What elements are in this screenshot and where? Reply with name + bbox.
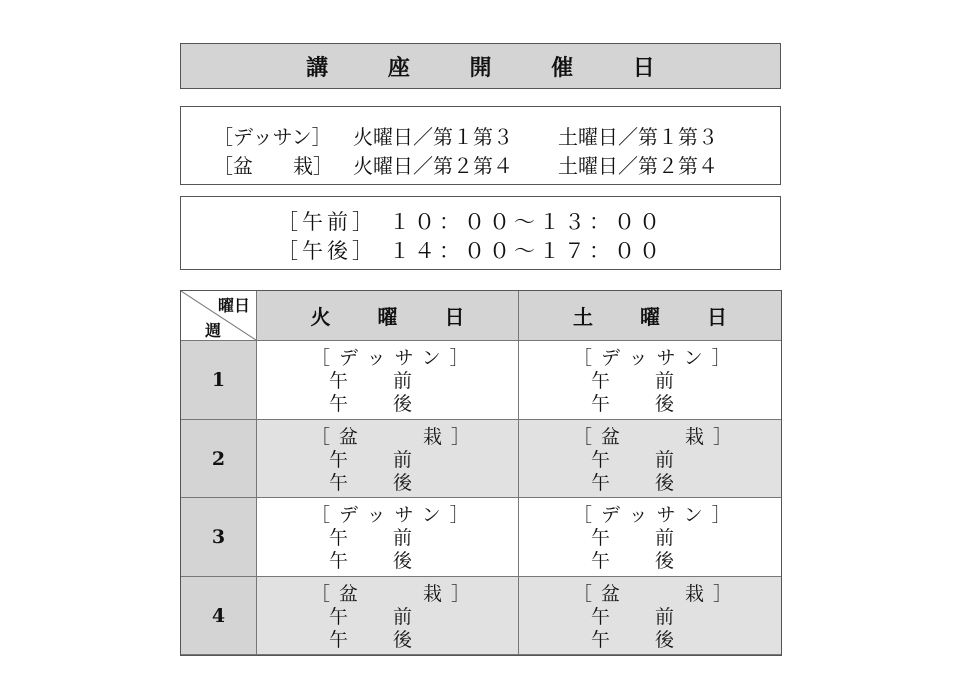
slot-content [573, 504, 740, 573]
slot-am-char2: 前 [393, 370, 413, 392]
slot-pm-char1: 午 [591, 550, 611, 572]
slot-saturday-week-3 [519, 498, 781, 577]
slot-pm-char2: 後 [393, 393, 413, 415]
slot-category: ［デッサン］ [311, 347, 478, 369]
slot-am-char1: 午 [591, 527, 611, 549]
slot-saturday-week-4 [519, 577, 781, 655]
slot-am-char2: 前 [393, 449, 413, 471]
slot-pm [573, 629, 741, 652]
slot-tuesday-week-2 [257, 420, 519, 498]
week-number: 1 [181, 341, 257, 420]
schedule-summary [180, 106, 781, 185]
slot-content [573, 583, 741, 652]
header-saturday-label: 土 曜 日 [573, 305, 747, 329]
time-label: ［午前］ [277, 210, 377, 234]
slot-am-char2: 前 [655, 449, 675, 471]
slot-am [311, 370, 478, 393]
week-number: 4 [181, 577, 257, 655]
slot-pm-char1: 午 [329, 629, 349, 651]
slot-category: ［盆 栽］ [311, 426, 480, 448]
slot-pm [311, 550, 478, 573]
slot-pm-char2: 後 [655, 550, 675, 572]
slot-tuesday-week-4 [257, 577, 519, 655]
time-range: １４：００～１７：００ [389, 239, 664, 263]
slot-saturday-week-2 [519, 420, 781, 498]
time-label: ［午後］ [277, 239, 377, 263]
slot-pm [573, 472, 741, 495]
slot-saturday-week-1 [519, 341, 781, 420]
schedule-tuesday: 火曜日／第２第４ [353, 154, 513, 178]
slot-pm [311, 393, 478, 416]
slot-am [311, 449, 479, 472]
slot-content [573, 426, 741, 495]
slot-pm-char1: 午 [329, 472, 349, 494]
slot-am-char2: 前 [655, 527, 675, 549]
slot-am-char2: 前 [655, 370, 675, 392]
schedule-saturday: 土曜日／第１第３ [558, 125, 718, 149]
time-line-am [277, 206, 664, 236]
slot-pm [311, 629, 479, 652]
slot-pm-char1: 午 [591, 393, 611, 415]
slot-pm [311, 472, 479, 495]
schedule-table [180, 290, 782, 656]
slot-am-char2: 前 [393, 527, 413, 549]
corner-week-label: 週 [205, 321, 222, 340]
slot-pm-char2: 後 [393, 472, 413, 494]
slot-am [311, 606, 479, 629]
slot-am [311, 527, 478, 550]
title-banner [180, 43, 781, 89]
slot-tuesday-week-3 [257, 498, 519, 577]
slot-pm-char2: 後 [655, 629, 675, 651]
slot-am-char1: 午 [591, 449, 611, 471]
slot-am-char1: 午 [329, 370, 349, 392]
slot-category: ［デッサン］ [311, 504, 478, 526]
slot-content [311, 347, 478, 416]
slot-pm [573, 550, 740, 573]
schedule-category: ［デッサン］ [213, 125, 332, 149]
slot-category: ［デッサン］ [573, 347, 740, 369]
slot-content [311, 426, 479, 495]
header-tuesday [257, 291, 519, 341]
slot-am-char2: 前 [655, 606, 675, 628]
slot-pm-char2: 後 [655, 472, 675, 494]
slot-am-char1: 午 [591, 606, 611, 628]
schedule-line-dessin [213, 121, 718, 150]
slot-am-char1: 午 [329, 527, 349, 549]
header-saturday [519, 291, 781, 341]
slot-category: ［盆 栽］ [573, 583, 742, 605]
slot-tuesday-week-1 [257, 341, 519, 420]
slot-pm [573, 393, 740, 416]
slot-pm-char2: 後 [393, 629, 413, 651]
week-number: 3 [181, 498, 257, 577]
slot-am-char1: 午 [329, 606, 349, 628]
slot-category: ［盆 栽］ [311, 583, 480, 605]
schedule-tuesday: 火曜日／第１第３ [353, 125, 513, 149]
slot-am [573, 606, 741, 629]
schedule-category: ［盆 栽］ [213, 154, 333, 178]
table-corner [181, 291, 257, 341]
corner-day-label: 曜日 [217, 296, 250, 315]
slot-pm-char2: 後 [655, 393, 675, 415]
week-number: 2 [181, 420, 257, 498]
slot-am [573, 370, 740, 393]
time-range: １０：００～１３：００ [389, 210, 664, 234]
slot-content [311, 504, 478, 573]
slot-pm-char1: 午 [329, 393, 349, 415]
slot-am [573, 449, 741, 472]
slot-am-char1: 午 [591, 370, 611, 392]
slot-category: ［デッサン］ [573, 504, 740, 526]
slot-am [573, 527, 740, 550]
slot-pm-char1: 午 [591, 472, 611, 494]
schedule-saturday: 土曜日／第２第４ [558, 154, 718, 178]
time-summary [180, 196, 781, 270]
slot-content [573, 347, 740, 416]
slot-pm-char2: 後 [393, 550, 413, 572]
time-line-pm [277, 235, 664, 265]
schedule-line-bonsai [213, 150, 718, 179]
slot-content [311, 583, 479, 652]
slot-am-char2: 前 [393, 606, 413, 628]
header-tuesday-label: 火 曜 日 [310, 305, 485, 329]
slot-pm-char1: 午 [591, 629, 611, 651]
page-title: 講 座 開 催 日 [306, 54, 681, 81]
slot-pm-char1: 午 [329, 550, 349, 572]
slot-am-char1: 午 [329, 449, 349, 471]
slot-category: ［盆 栽］ [573, 426, 742, 448]
